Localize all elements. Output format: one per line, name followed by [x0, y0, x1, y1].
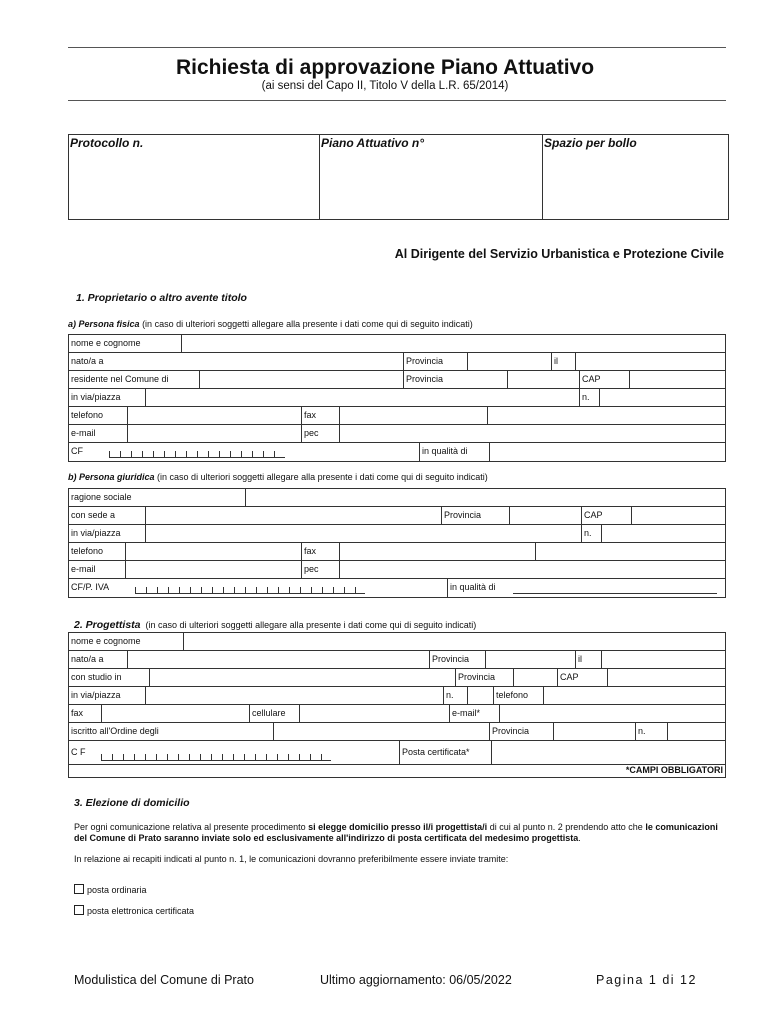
field-label: residente nel Comune di	[71, 374, 169, 384]
posta-ordinaria-option[interactable]: posta ordinaria	[74, 884, 147, 895]
page-subtitle: (ai sensi del Capo II, Titolo V della L.R. 65/2014)	[261, 80, 509, 92]
form-row	[69, 633, 725, 651]
cap-input[interactable]	[607, 669, 725, 686]
form-row	[69, 489, 725, 507]
persona-giuridica-grid	[68, 488, 726, 598]
field-label: in qualità di	[447, 579, 496, 597]
field-label: fax	[301, 543, 316, 560]
data-nascita-input[interactable]	[575, 353, 725, 370]
fax-input-2[interactable]	[487, 407, 725, 424]
telefono-input[interactable]	[125, 543, 301, 560]
top-rule	[68, 47, 726, 48]
field-label: nato/a a	[71, 356, 104, 366]
domicilio-paragraph: Per ogni comunicazione relativa al presente procedimento si elegge domicilio presso il/i progettista/i di cui al punto n. 2 prendendo atto che le comunicazioni del Comune di Prato saranno inviate solo ed esclusivamente all'indirizzo di posta certificata del medesimo progettista.	[74, 822, 718, 843]
data-nascita-input[interactable]	[601, 651, 725, 668]
section-3-title: 3. Elezione di domicilio	[74, 797, 190, 809]
field-label: Provincia	[441, 507, 481, 524]
field-label: il	[575, 651, 582, 668]
nome-input[interactable]	[183, 633, 725, 650]
via-input[interactable]	[145, 525, 581, 542]
cellulare-input[interactable]	[299, 705, 449, 722]
form-row	[69, 741, 725, 765]
page-title: Richiesta di approvazione Piano Attuativo	[175, 56, 595, 79]
field-label: nome e cognome	[71, 636, 141, 646]
field-label: CF/P. IVA	[71, 582, 110, 592]
form-row	[69, 669, 725, 687]
form-row	[69, 507, 725, 525]
field-label: iscritto all'Ordine degli	[71, 726, 159, 736]
fax-input[interactable]	[101, 705, 249, 722]
civico-input[interactable]	[601, 525, 725, 542]
via-input[interactable]	[145, 389, 579, 406]
cf-input[interactable]	[109, 446, 285, 458]
form-row	[69, 389, 725, 407]
progettista-grid	[68, 632, 726, 778]
provincia-input[interactable]	[467, 353, 551, 370]
field-label: in via/piazza	[71, 690, 121, 700]
ragione-input[interactable]	[245, 489, 725, 506]
field-label: n.	[635, 723, 646, 740]
field-label: e-mail	[71, 428, 96, 438]
fax-input[interactable]	[339, 543, 535, 560]
field-label: telefono	[71, 410, 104, 420]
form-row	[69, 353, 725, 371]
form-row	[69, 425, 725, 443]
piano-label: Piano Attuativo n°	[321, 136, 425, 150]
form-row	[69, 687, 725, 705]
form-row	[69, 371, 725, 389]
nato-input[interactable]	[127, 651, 429, 668]
addressee: Al Dirigente del Servizio Urbanistica e Protezione Civile	[394, 247, 724, 261]
nome-input[interactable]	[181, 335, 725, 352]
field-label: Provincia	[403, 371, 443, 388]
title-rule	[68, 100, 726, 101]
field-label: CAP	[557, 669, 579, 686]
iscrizione-input[interactable]	[667, 723, 725, 740]
persona-fisica-grid	[68, 334, 726, 462]
field-label: in via/piazza	[71, 528, 121, 538]
field-label: nato/a a	[71, 654, 104, 664]
field-label: C F	[71, 747, 86, 757]
field-label: Provincia	[403, 353, 443, 370]
form-row	[69, 443, 725, 461]
studio-input[interactable]	[149, 669, 455, 686]
field-label: con sede a	[71, 510, 116, 520]
footer-left: Modulistica del Comune di Prato	[74, 973, 254, 987]
field-label: e-mail*	[449, 705, 480, 722]
pec-input[interactable]	[339, 425, 725, 442]
form-row	[69, 335, 725, 353]
field-label: con studio in	[71, 672, 122, 682]
field-label: n.	[579, 389, 590, 406]
cfiva-input[interactable]	[135, 582, 365, 594]
form-row	[69, 705, 725, 723]
email-input[interactable]	[125, 561, 301, 578]
recapiti-paragraph: In relazione ai recapiti indicati al punto n. 1, le comunicazioni dovranno preferibilmente essere inviate tramite:	[74, 854, 509, 864]
field-label: CF	[71, 446, 83, 456]
persona-fisica-heading: a) Persona fisica (in caso di ulteriori soggetti allegare alla presente i dati come qui di seguito indicati)	[68, 319, 473, 329]
section-1-title: 1. Proprietario o altro avente titolo	[76, 292, 247, 304]
email-input[interactable]	[127, 425, 301, 442]
field-label: cellulare	[249, 705, 286, 722]
field-label: fax	[301, 407, 316, 424]
civico-input[interactable]	[467, 687, 493, 704]
field-label: pec	[301, 561, 319, 578]
protocollo-label: Protocollo n.	[70, 136, 144, 150]
section-2-heading: 2. Progettista (in caso di ulteriori soggetti allegare alla presente i dati come qui di seguito indicati)	[74, 619, 477, 631]
form-row	[69, 543, 725, 561]
ordine-provincia-input[interactable]	[553, 723, 635, 740]
checkbox[interactable]	[74, 905, 84, 915]
telefono-input[interactable]	[127, 407, 301, 424]
field-label: CAP	[579, 371, 601, 388]
pec-input[interactable]	[339, 561, 725, 578]
field-label: Provincia	[455, 669, 495, 686]
qualita-input[interactable]	[489, 443, 725, 461]
field-label: ragione sociale	[71, 492, 132, 502]
form-row	[69, 651, 725, 669]
field-label: n.	[443, 687, 454, 704]
field-label: Provincia	[489, 723, 529, 740]
field-label: in qualità di	[419, 443, 468, 461]
field-label: il	[551, 353, 558, 370]
email-input[interactable]	[499, 705, 725, 722]
form-row	[69, 561, 725, 579]
civico-input[interactable]	[599, 389, 725, 406]
pec-option[interactable]: posta elettronica certificata	[74, 905, 194, 916]
field-label: telefono	[71, 546, 104, 556]
provincia-input[interactable]	[509, 507, 581, 524]
cap-input[interactable]	[631, 507, 725, 524]
cap-input[interactable]	[629, 371, 725, 388]
field-label: e-mail	[71, 564, 96, 574]
field-label: CAP	[581, 507, 603, 524]
form-row	[69, 525, 725, 543]
via-input[interactable]	[145, 687, 443, 704]
comune-input[interactable]	[199, 371, 403, 388]
field-label: fax	[71, 708, 84, 718]
checkbox[interactable]	[74, 884, 84, 894]
provincia-input[interactable]	[507, 371, 579, 388]
field-label: Provincia	[429, 651, 469, 668]
form-row	[69, 579, 725, 597]
form-row	[69, 765, 725, 777]
required-note: *CAMPI OBBLIGATORI	[625, 765, 723, 775]
qualita-input[interactable]	[513, 593, 717, 594]
sede-input[interactable]	[145, 507, 441, 524]
field-label: in via/piazza	[71, 392, 121, 402]
telefono-input[interactable]	[543, 687, 725, 704]
field-label: n.	[581, 525, 592, 542]
footer-date: Ultimo aggiornamento: 06/05/2022	[320, 973, 512, 987]
pec-input[interactable]	[491, 741, 725, 764]
form-row	[69, 407, 725, 425]
field-label: Posta certificata*	[399, 741, 470, 764]
bollo-label: Spazio per bollo	[544, 136, 637, 150]
fax-input-2[interactable]	[535, 543, 725, 560]
field-label: pec	[301, 425, 319, 442]
provincia-input[interactable]	[485, 651, 575, 668]
persona-giuridica-heading: b) Persona giuridica (in caso di ulteriori soggetti allegare alla presente i dati come qui di seguito indicati)	[68, 472, 488, 482]
provincia-input[interactable]	[513, 669, 557, 686]
form-row	[69, 723, 725, 741]
field-label: telefono	[493, 687, 528, 704]
fax-input[interactable]	[339, 407, 487, 424]
page-number: Pagina 1 di 12	[596, 973, 697, 987]
field-label: nome e cognome	[71, 338, 141, 348]
ordine-input[interactable]	[273, 723, 489, 740]
cf-input[interactable]	[101, 749, 331, 761]
